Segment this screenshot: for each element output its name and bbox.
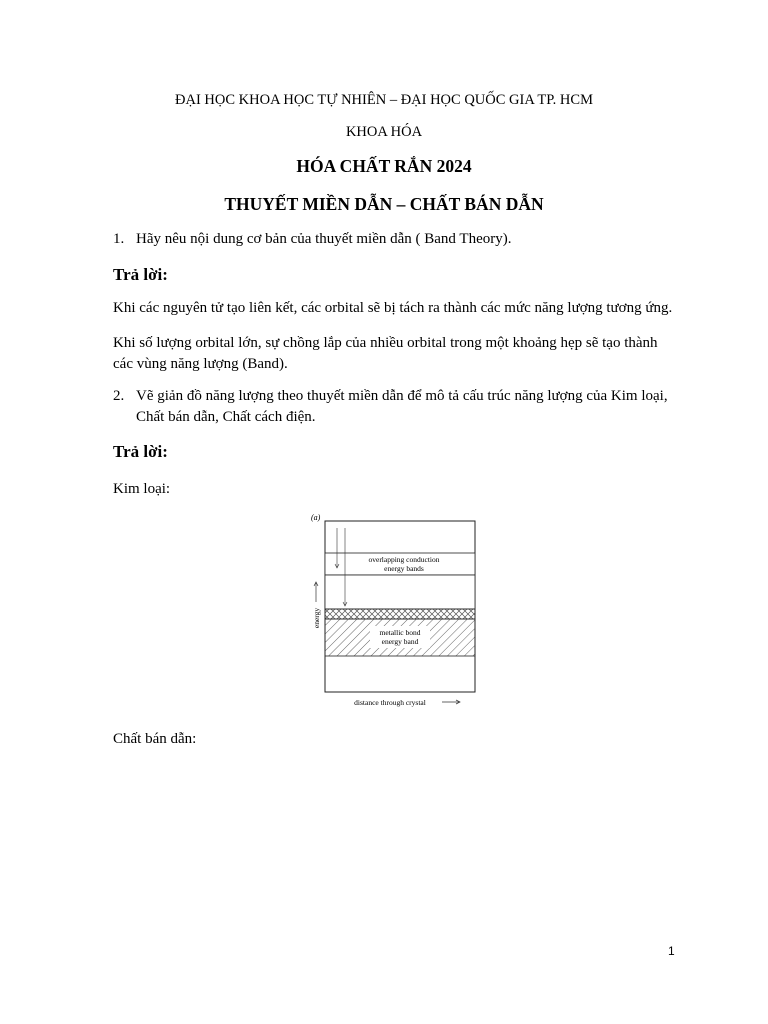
question-1-text: Hãy nêu nội dung cơ bản của thuyết miền dẫn ( Band Theory).	[136, 231, 512, 247]
page-number: 1	[668, 944, 675, 958]
answer-label-1: Trả lời:	[113, 265, 168, 284]
university-heading: ĐẠI HỌC KHOA HỌC TỰ NHIÊN – ĐẠI HỌC QUỐC GIA TP. HCM	[175, 92, 593, 108]
answer-1-paragraph-2-line-1: Khi số lượng orbital lớn, sự chồng lắp của nhiều orbital trong một khoảng hẹp sẽ tạo thành	[113, 335, 658, 351]
question-1-number: 1.	[113, 231, 125, 247]
distance-axis-label: distance through crystal	[354, 698, 426, 707]
answer-1-paragraph-2-line-2: các vùng năng lượng (Band).	[113, 356, 288, 372]
bond-label-line-2: energy band	[381, 637, 419, 646]
conduction-label-line-2: energy bands	[384, 564, 424, 573]
conduction-label-line-1: overlapping conduction	[368, 555, 440, 564]
conduction-band-lower	[325, 575, 475, 609]
energy-axis-label: energy	[312, 607, 321, 629]
department-heading: KHOA HÓA	[345, 124, 423, 140]
question-2-line-2: Chất bán dẫn, Chất cách điện.	[136, 409, 316, 425]
semiconductor-label: Chất bán dẫn:	[113, 731, 197, 747]
bond-label-line-1: metallic bond	[379, 628, 421, 637]
question-2-number: 2.	[113, 388, 125, 404]
answer-label-2: Trả lời:	[113, 442, 168, 461]
metal-label: Kim loại:	[113, 481, 171, 497]
answer-1-paragraph-1: Khi các nguyên tử tạo liên kết, các orbital sẽ bị tách ra thành các mức năng lượng tương ứng.	[113, 300, 673, 316]
panel-label: (a)	[311, 513, 321, 522]
band-overlap-region	[325, 609, 475, 619]
metal-band-diagram	[300, 506, 480, 714]
question-2-line-1: Vẽ giản đồ năng lượng theo thuyết miền dẫn để mô tả cấu trúc năng lượng của Kim loại,	[136, 388, 668, 404]
document-title: HÓA CHẤT RẮN 2024	[296, 156, 472, 176]
document-subtitle: THUYẾT MIỀN DẪN – CHẤT BÁN DẪN	[224, 194, 544, 214]
